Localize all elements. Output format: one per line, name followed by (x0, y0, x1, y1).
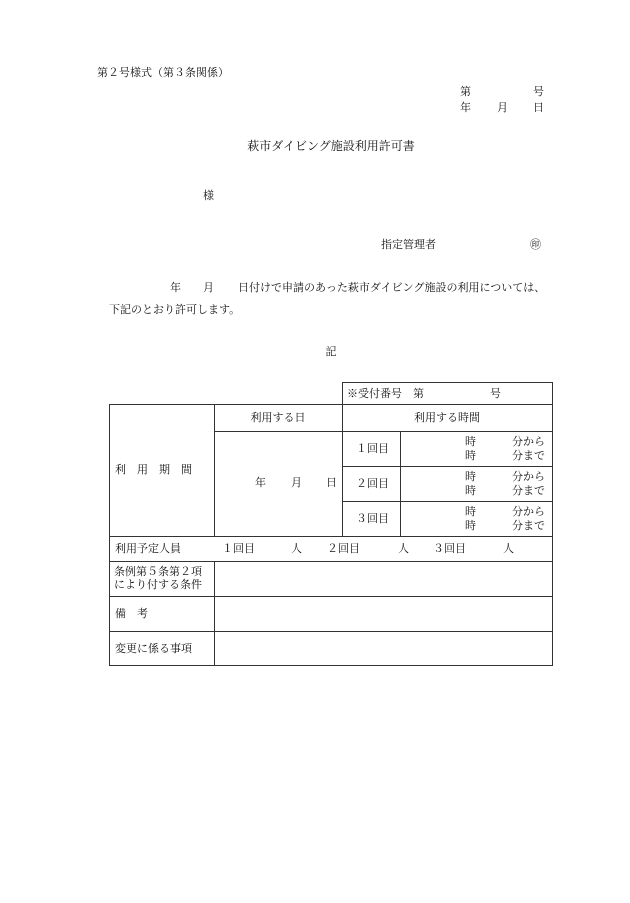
session-3-end-hour: 時 (465, 519, 476, 532)
session-1-start-suffix: 分から (512, 435, 545, 448)
remarks-label: 備 考 (115, 607, 148, 620)
body-line-1: 日付けで申請のあった萩市ダイビング施設の利用については、 (238, 281, 546, 294)
addressee-suffix: 様 (203, 189, 214, 202)
document-title: 萩市ダイビング施設利用許可書 (247, 139, 415, 153)
table-divider (342, 404, 343, 536)
body-line-2: 下記のとおり許可します。 (109, 303, 241, 316)
session-3-label: ３回目 (356, 512, 389, 525)
session-1-start-hour: 時 (465, 435, 476, 448)
people-2-label: ２回目 (327, 542, 360, 555)
use-date-month: 月 (291, 476, 302, 489)
table-divider (214, 561, 215, 666)
issue-date-year: 年 (460, 101, 471, 114)
people-3-unit: 人 (503, 542, 514, 555)
session-2-label: ２回目 (356, 477, 389, 490)
people-1-label: １回目 (222, 542, 255, 555)
body-year: 年 (170, 281, 181, 294)
session-2-end-hour: 時 (465, 484, 476, 497)
ki-heading: 記 (325, 345, 337, 358)
table-divider (342, 466, 553, 467)
receipt-number-go: 号 (490, 387, 501, 400)
receipt-number-label: ※受付番号 第 (347, 387, 424, 400)
use-date-day: 日 (326, 476, 337, 489)
session-2-end-suffix: 分まで (512, 484, 545, 497)
people-label: 利用予定人員 (115, 542, 181, 555)
table-divider (109, 631, 553, 632)
issue-date-month: 月 (497, 101, 508, 114)
reference-dai: 第 (460, 85, 471, 98)
people-1-unit: 人 (291, 542, 302, 555)
use-date-header: 利用する日 (250, 411, 306, 424)
session-1-end-hour: 時 (465, 449, 476, 462)
seal-mark: ㊞ (530, 238, 541, 251)
table-divider (109, 536, 553, 537)
use-time-header: 利用する時間 (414, 411, 480, 424)
session-2-start-hour: 時 (465, 470, 476, 483)
use-date-year: 年 (255, 476, 266, 489)
body-month: 月 (203, 281, 214, 294)
people-2-unit: 人 (398, 542, 409, 555)
session-2-start-suffix: 分から (512, 470, 545, 483)
people-3-label: ３回目 (433, 542, 466, 555)
table-divider (342, 501, 553, 502)
main-table-border (109, 404, 553, 666)
manager-label: 指定管理者 (381, 238, 436, 251)
session-3-start-hour: 時 (465, 505, 476, 518)
table-divider (109, 596, 553, 597)
table-divider (214, 404, 215, 536)
session-1-label: １回目 (356, 442, 389, 455)
change-label: 変更に係る事項 (115, 642, 192, 655)
condition-label-line-1: 条例第５条第２項 (114, 565, 202, 578)
session-3-end-suffix: 分まで (512, 519, 545, 532)
condition-label-line-2: により付する条件 (114, 578, 202, 591)
table-divider (400, 431, 401, 536)
session-1-end-suffix: 分まで (512, 449, 545, 462)
form-number: 第２号様式（第３条関係） (97, 66, 229, 79)
session-3-start-suffix: 分から (512, 505, 545, 518)
period-label: 利 用 期 間 (115, 463, 192, 476)
table-divider (214, 431, 553, 432)
issue-date-day: 日 (533, 101, 544, 114)
table-divider (109, 561, 553, 562)
reference-go: 号 (533, 85, 544, 98)
